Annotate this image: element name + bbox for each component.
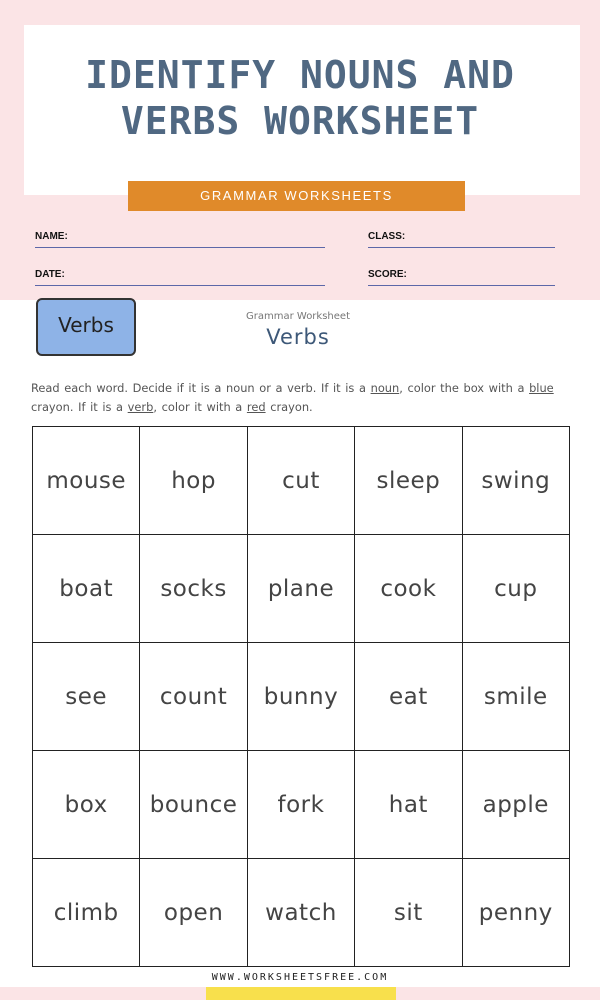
verb-word: verb <box>127 400 154 414</box>
grid-row <box>33 535 570 643</box>
grid-row <box>33 859 570 967</box>
instructions-text-2: , color the box with a <box>399 381 530 395</box>
word-cell[interactable]: see <box>33 643 140 751</box>
word-cell[interactable]: watch <box>247 859 354 967</box>
grid-row <box>33 427 570 535</box>
instructions-text-5: crayon. <box>265 400 313 414</box>
class-field[interactable]: CLASS: <box>368 227 555 248</box>
instructions-text-3: crayon. If it is a <box>31 400 128 414</box>
word-cell[interactable]: bunny <box>247 643 354 751</box>
word-cell[interactable]: plane <box>247 535 354 643</box>
grid-row <box>33 643 570 751</box>
word-cell[interactable]: penny <box>462 859 569 967</box>
word-cell[interactable]: smile <box>462 643 569 751</box>
word-cell[interactable]: climb <box>33 859 140 967</box>
word-cell[interactable]: fork <box>247 751 354 859</box>
word-cell[interactable]: swing <box>462 427 569 535</box>
page-title-line-1: IDENTIFY NOUNS AND <box>85 53 515 97</box>
name-field[interactable]: NAME: <box>35 227 325 248</box>
instructions-text-4: , color it with a <box>153 400 247 414</box>
page-title-line-2: VERBS WORKSHEET <box>120 99 480 143</box>
blue-word: blue <box>529 381 554 395</box>
category-banner: GRAMMAR WORKSHEETS <box>128 181 465 211</box>
noun-word: noun <box>370 381 400 395</box>
word-cell[interactable]: mouse <box>33 427 140 535</box>
verbs-tag: Verbs <box>36 298 136 356</box>
score-field[interactable]: SCORE: <box>368 265 555 286</box>
footer-accent-bar <box>206 987 396 1000</box>
word-cell[interactable]: sit <box>355 859 462 967</box>
page-title <box>0 52 600 144</box>
worksheet-subtitle: Grammar Worksheet <box>246 311 350 322</box>
word-cell[interactable]: count <box>140 643 247 751</box>
date-field[interactable]: DATE: <box>35 265 325 286</box>
word-cell[interactable]: sleep <box>355 427 462 535</box>
word-cell[interactable]: socks <box>140 535 247 643</box>
word-cell[interactable]: cup <box>462 535 569 643</box>
word-cell[interactable]: cook <box>355 535 462 643</box>
instructions <box>31 379 576 417</box>
word-cell[interactable]: hat <box>355 751 462 859</box>
word-cell[interactable]: apple <box>462 751 569 859</box>
footer-url[interactable]: WWW.WORKSHEETSFREE.COM <box>211 972 389 983</box>
worksheet-title: Verbs <box>266 325 330 349</box>
instructions-text-1: Read each word. Decide if it is a noun or a verb. If it is a <box>31 381 371 395</box>
grid-row <box>33 751 570 859</box>
word-cell[interactable]: box <box>33 751 140 859</box>
word-cell[interactable]: bounce <box>140 751 247 859</box>
word-grid <box>32 426 570 967</box>
word-cell[interactable]: hop <box>140 427 247 535</box>
word-cell[interactable]: open <box>140 859 247 967</box>
red-word: red <box>246 400 266 414</box>
word-cell[interactable]: boat <box>33 535 140 643</box>
word-cell[interactable]: eat <box>355 643 462 751</box>
word-cell[interactable]: cut <box>247 427 354 535</box>
